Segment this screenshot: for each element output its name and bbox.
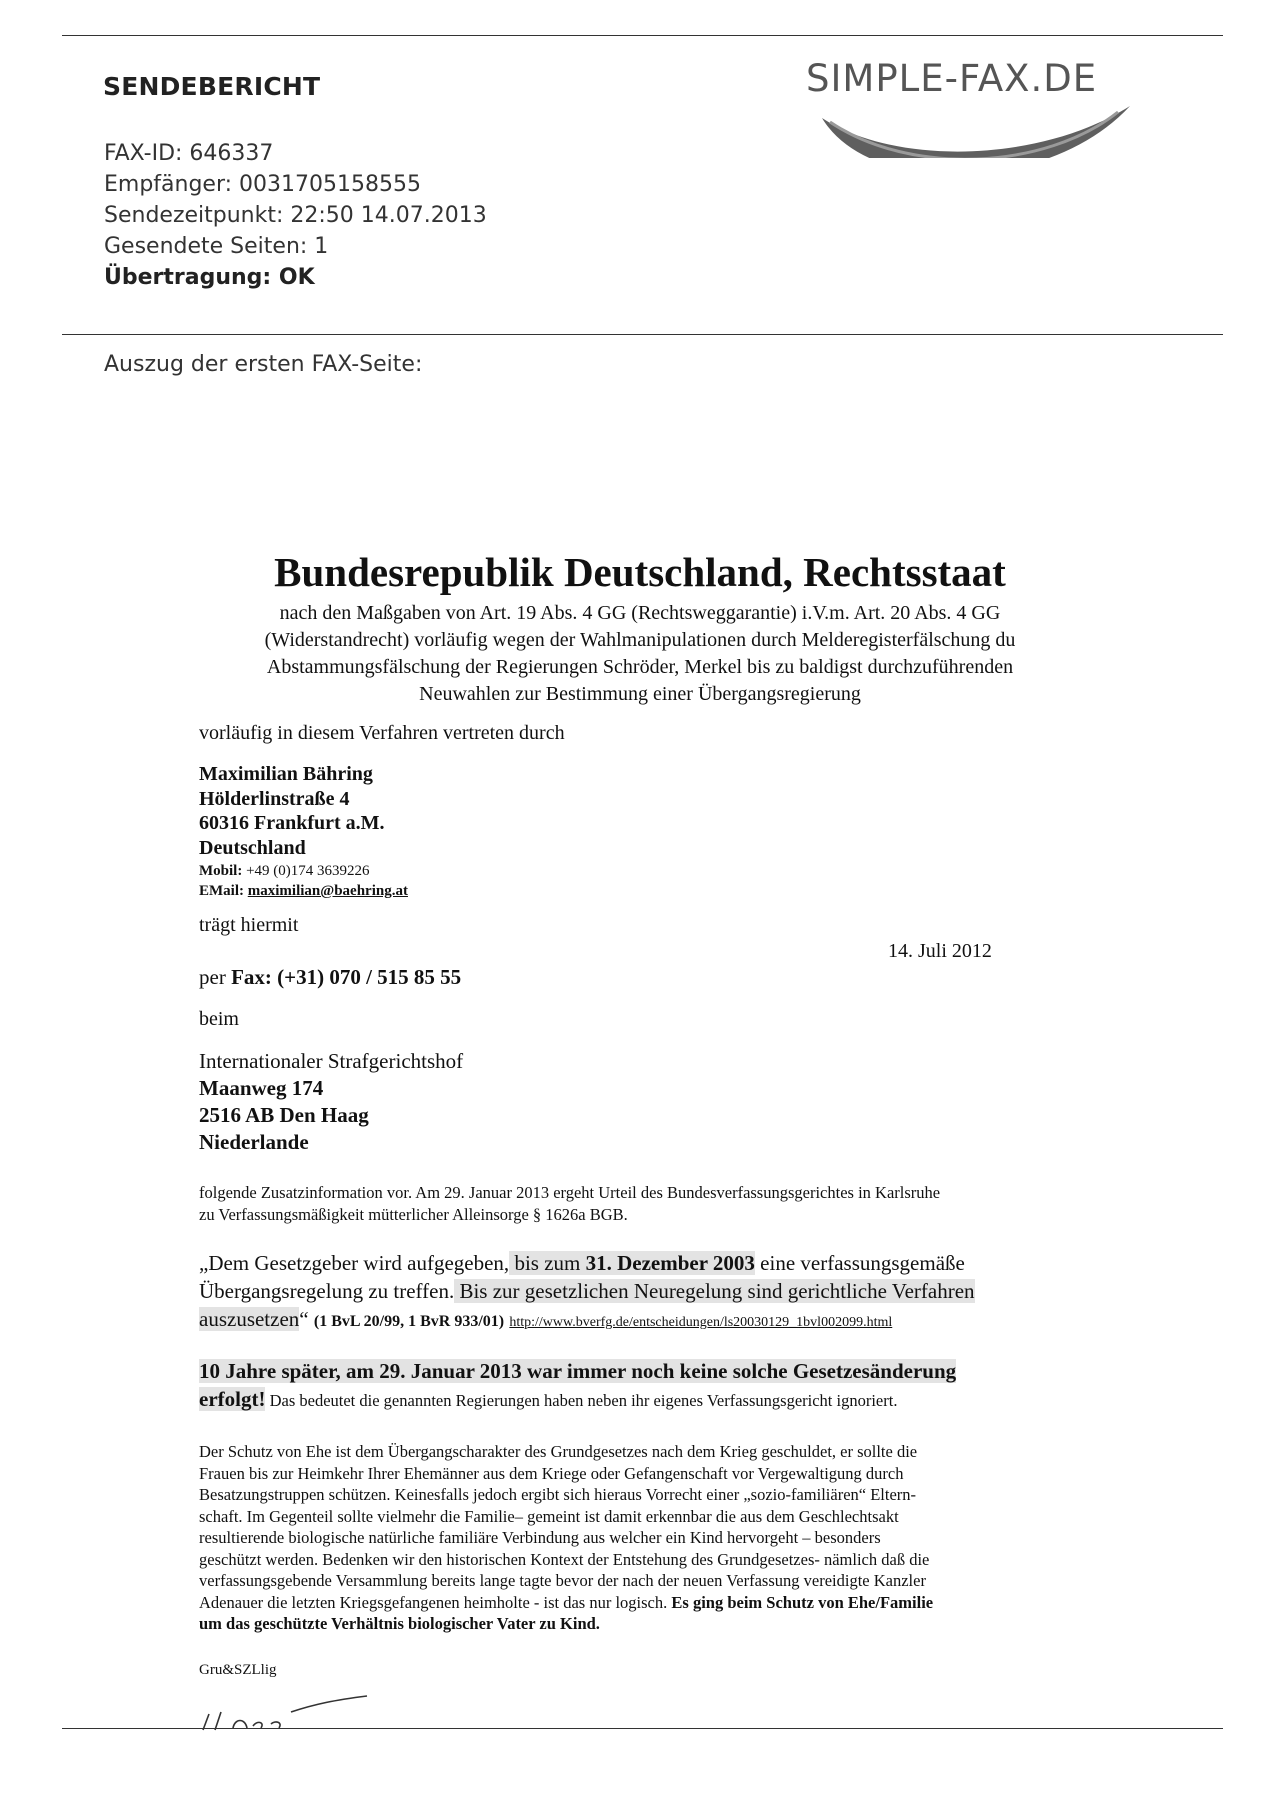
sender-name: Maximilian Bähring [199,763,373,785]
final-line: Adenauer die letzten Kriegsgefangenen heimholte - ist das nur logisch. [199,1592,672,1612]
final-line: geschützt werden. Bedenken wir den historischen Kontext der Entstehung des Grundgesetzes- nämlich daß die [199,1549,930,1569]
email-link[interactable]: maximilian@baehring.at [247,883,408,899]
quote-url-link[interactable]: http://www.bverfg.de/entscheidungen/ls20030129_1bvl002099.html [509,1315,893,1330]
logo-text: SIMPLE-FAX.DE [806,58,1098,100]
transmission-status: Übertragung: OK [104,265,315,290]
fax-date: 14. Juli 2012 [888,940,992,962]
court-country: Niederlande [199,1130,309,1154]
fax-title: Bundesrepublik Deutschland, Rechtsstaat [274,549,1006,595]
quote-part: Übergangsregelung zu treffen. [199,1279,455,1303]
sender-contact [199,861,408,901]
per-label: per [199,965,226,989]
final-bold: Es ging beim Schutz von Ehe/Familie [671,1592,934,1612]
sender-address [199,762,385,860]
final-line: verfassungsgebende Versammlung bereits lange tagte bevor der nach der neuen Verfassung vereidigte Kanzler [199,1571,926,1590]
represented-by: vorläufig in diesem Verfahren vertreten durch [199,722,565,744]
court-address [199,1048,463,1156]
middle-divider [62,334,1223,335]
quote-part: “ [299,1307,314,1331]
fax-id: FAX-ID: 646337 [104,141,274,166]
quote-part: eine verfassungsgemäße [754,1251,965,1275]
fax-subtitle [190,600,1090,708]
subtitle-line: nach den Maßgaben von Art. 19 Abs. 4 GG (Rechtsweggarantie) i.V.m. Art. 20 Abs. 4 GG [279,602,1001,624]
sender-street: Hölderlinstraße 4 [199,787,350,810]
fax-number-line [199,965,461,990]
court-city: 2516 AB Den Haag [199,1103,369,1127]
final-line: Der Schutz von Ehe ist dem Übergangscharakter des Grundgesetzes nach dem Krieg geschuldet, er sollte die [199,1442,918,1461]
excerpt-label: Auszug der ersten FAX-Seite: [104,352,423,377]
zusatz-line: zu Verfassungsmäßigkeit mütterlicher Alleinsorge § 1626a BGB. [199,1205,628,1224]
final-line: resultierende biologische natürliche familiäre Verbindung aus welcher ein Kind hervorgeht – besonders [199,1528,881,1547]
quote-highlight: auszusetzen [199,1307,300,1331]
zusatz-paragraph [199,1182,1149,1226]
sender-city: 60316 Frankfurt a.M. [199,812,385,834]
ten-years-paragraph [199,1357,1149,1415]
beim-label: beim [199,1008,239,1030]
subtitle-line: Neuwahlen zur Bestimmung einer Übergangsregierung [419,683,861,705]
final-line: Besatzungstruppen schützen. Keinesfalls jedoch ergibt sich hieraus Vorrecht einer „sozio-familiären“ Eltern- [199,1485,917,1504]
quote-highlight: bis zum [509,1251,586,1275]
closing: Gru&SZLlig [199,1662,277,1678]
court-name: Internationaler Strafgerichtshof [199,1049,464,1073]
traegt-hiermit: trägt hiermit [199,914,299,936]
quote-highlight: Bis zur gesetzlichen Neuregelung sind gerichtliche Verfahren [454,1279,975,1303]
bottom-divider [62,1728,1223,1729]
sender-country: Deutschland [199,836,306,859]
send-time: Sendezeitpunkt: 22:50 14.07.2013 [104,203,487,228]
ten-years-rest: Das bedeutet die genannten Regierungen haben neben ihr eigenes Verfassungsgericht ignoriert. [265,1391,898,1410]
simple-fax-logo [800,58,1220,158]
zusatz-line: folgende Zusatzinformation vor. Am 29. Januar 2013 ergeht Urteil des Bundesverfassungsgerichtes in Karlsruhe [199,1183,941,1202]
subtitle-line: Abstammungsfälschung der Regierungen Schröder, Merkel bis zu baldigst durchzuführenden [266,656,1014,678]
court-quote [199,1249,1149,1337]
quote-reference: (1 BvL 20/99, 1 BvR 933/01) [313,1313,505,1330]
mobile-label: Mobil: [199,863,243,879]
ten-years-bold: erfolgt! [199,1387,266,1411]
ten-years-bold: 10 Jahre später, am 29. Januar 2013 war immer noch keine solche Gesetzesänderung [199,1359,957,1383]
pages-sent: Gesendete Seiten: 1 [104,234,329,259]
final-line: schaft. Im Gegenteil sollte vielmehr die Familie– gemeint ist damit erkennbar die aus dem Geschlechtsakt [199,1506,899,1526]
report-title: SENDEBERICHT [103,72,321,101]
top-divider [62,35,1223,36]
final-paragraph [199,1441,1149,1635]
mobile-number: +49 (0)174 3639226 [246,863,370,879]
signature-scribble [195,1682,375,1732]
email-label: EMail: [199,883,244,899]
report-details [104,138,487,293]
final-bold: um das geschützte Verhältnis biologischer Vater zu Kind. [199,1614,600,1633]
recipient: Empfänger: 0031705158555 [104,172,421,197]
quote-deadline: 31. Dezember 2003 [585,1251,755,1275]
final-line: Frauen bis zur Heimkehr Ihrer Ehemänner aus dem Kriege oder Gefangenschaft vor Vergewaltigung durch [199,1463,904,1483]
court-street: Maanweg 174 [199,1076,324,1100]
fax-number: Fax: (+31) 070 / 515 85 55 [231,965,462,989]
subtitle-line: (Widerstandrecht) vorläufig wegen der Wahlmanipulationen durch Melderegisterfälschung du [264,629,1016,651]
quote-part: „Dem Gesetzgeber wird aufgegeben, [199,1251,510,1275]
